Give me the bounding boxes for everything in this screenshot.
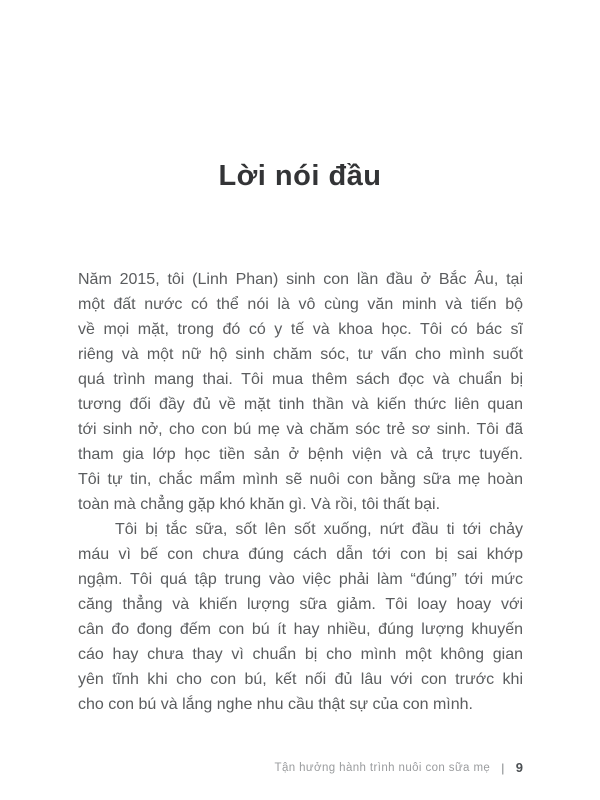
text-line: một đất nước có thể nói là vô cùng văn minh và tiến bộ	[78, 296, 523, 313]
text-line: tương đối đầy đủ về mặt tinh thần và kiến thức liên quan	[78, 396, 523, 413]
body-text	[78, 267, 523, 717]
text-line: toàn mà chẳng gặp khó khăn gì. Và rồi, tôi thất bại.	[78, 496, 441, 513]
text-line: cân đo đong đếm con bú ít hay nhiều, đúng lượng khuyến	[78, 621, 523, 638]
text-line: căng thẳng và khiến lượng sữa giảm. Tôi loay hoay với	[78, 596, 523, 613]
text-line: ngậm. Tôi quá tập trung vào việc phải làm “đúng” tới mức	[78, 571, 523, 588]
text-line: yên tĩnh khi cho con bú, kết nối đủ lâu với con trước khi	[78, 671, 523, 688]
text-line: riêng và một nữ hộ sinh chăm sóc, tư vấn cho mình suốt	[78, 346, 523, 363]
chapter-title: Lời nói đầu	[218, 160, 382, 192]
text-line: Tôi bị tắc sữa, sốt lên sốt xuống, nứt đầu ti tới chảy	[115, 521, 523, 538]
text-line: tới sinh nở, cho con bú mẹ và chăm sóc trẻ sơ sinh. Tôi đã	[78, 421, 523, 438]
text-line: Năm 2015, tôi (Linh Phan) sinh con lần đầu ở Bắc Âu, tại	[78, 271, 523, 288]
text-line: Tôi tự tin, chắc mẩm mình sẽ nuôi con bằng sữa mẹ hoàn	[78, 471, 523, 488]
text-line: quá trình mang thai. Tôi mua thêm sách đọc và chuẩn bị	[78, 371, 523, 388]
text-line: tham gia lớp học tiền sản ở bệnh viện và cả trực tuyến.	[78, 446, 523, 463]
text-line: cáo hay chưa thay vì chuẩn bị cho mình một không gian	[78, 646, 523, 663]
text-line: máu vì bế con chưa đúng cách dẫn tới con bị sai khớp	[78, 546, 523, 563]
text-line: về mọi mặt, trong đó có y tế và khoa học. Tôi có bác sĩ	[78, 321, 523, 338]
text-line: cho con bú và lắng nghe nhu cầu thật sự của con mình.	[78, 696, 473, 713]
running-title: Tận hưởng hành trình nuôi con sữa mẹ	[274, 761, 491, 774]
page-number: 9	[515, 760, 523, 775]
footer-separator: |	[501, 760, 505, 775]
page-footer	[275, 760, 523, 775]
